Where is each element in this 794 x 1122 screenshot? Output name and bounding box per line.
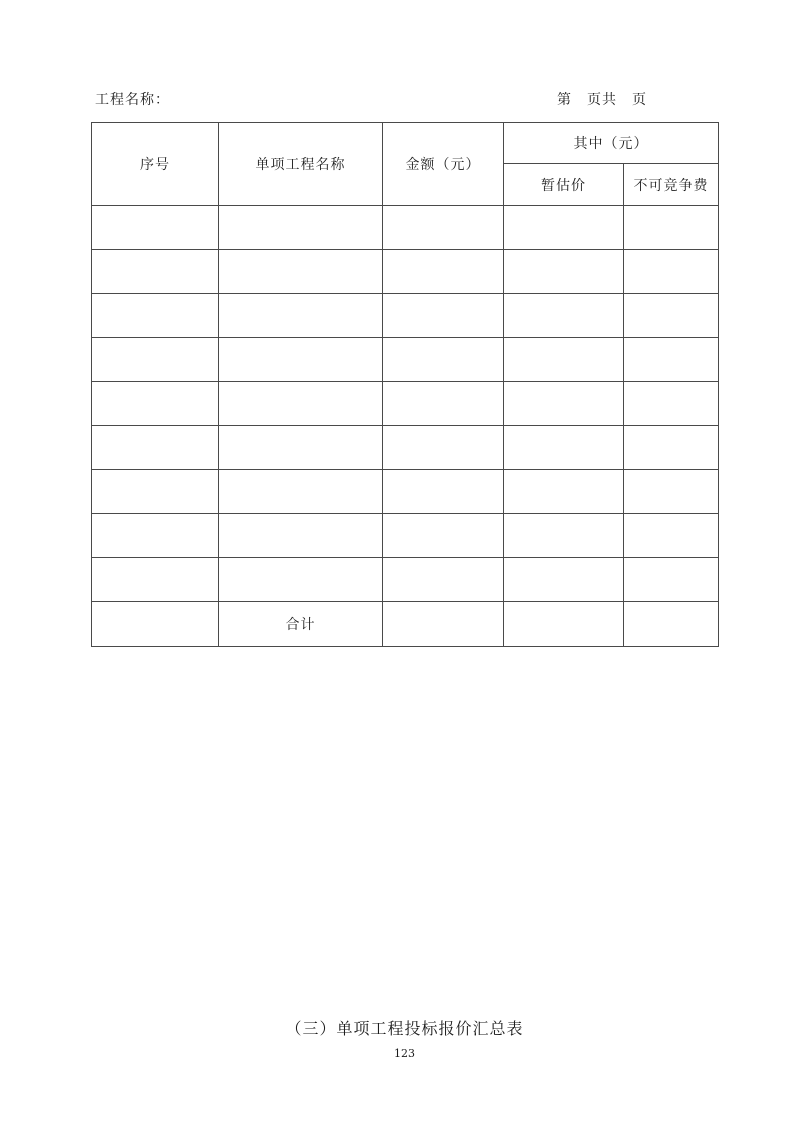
cell-provisional [504, 558, 624, 602]
cell-project-name [219, 294, 383, 338]
header-amount: 金额（元） [383, 123, 504, 206]
cell-amount [383, 514, 504, 558]
cell-serial [92, 250, 219, 294]
total-label-cell: 合计 [219, 602, 383, 647]
table-row [92, 558, 719, 602]
header-of-which: 其中（元） [504, 123, 719, 164]
cell-serial [92, 206, 219, 250]
cell-amount [383, 382, 504, 426]
cell-project-name [219, 470, 383, 514]
table-row [92, 426, 719, 470]
cell-serial [92, 294, 219, 338]
cell-project-name [219, 338, 383, 382]
table-row [92, 294, 719, 338]
cell-serial [92, 514, 219, 558]
table-row [92, 470, 719, 514]
cell-amount [383, 470, 504, 514]
cell-serial [92, 602, 219, 647]
cell-provisional [504, 250, 624, 294]
cell-serial [92, 426, 219, 470]
cell-amount [383, 250, 504, 294]
cell-amount [383, 426, 504, 470]
cell-serial [92, 338, 219, 382]
table-row [92, 206, 719, 250]
cell-non-competitive [624, 338, 719, 382]
cell-provisional [504, 602, 624, 647]
cell-non-competitive [624, 382, 719, 426]
cell-amount [383, 602, 504, 647]
cell-non-competitive [624, 294, 719, 338]
header-row-1 [92, 123, 719, 164]
table-row [92, 250, 719, 294]
cell-amount [383, 338, 504, 382]
header-serial: 序号 [92, 123, 219, 206]
cell-project-name [219, 250, 383, 294]
header-provisional: 暂估价 [504, 164, 624, 206]
cell-provisional [504, 294, 624, 338]
header-non-competitive: 不可竞争费 [624, 164, 719, 206]
cell-serial [92, 470, 219, 514]
table-row [92, 382, 719, 426]
summary-table [91, 122, 719, 647]
cell-provisional [504, 338, 624, 382]
cell-provisional [504, 382, 624, 426]
cell-non-competitive [624, 470, 719, 514]
cell-serial [92, 382, 219, 426]
cell-project-name [219, 426, 383, 470]
section-title: （三）单项工程投标报价汇总表 [285, 1019, 524, 1038]
total-row [92, 602, 719, 647]
cell-non-competitive [624, 206, 719, 250]
cell-amount [383, 558, 504, 602]
cell-non-competitive [624, 602, 719, 647]
page-indicator: 第 页共 页 [557, 92, 647, 108]
cell-provisional [504, 426, 624, 470]
cell-provisional [504, 470, 624, 514]
cell-provisional [504, 514, 624, 558]
table-row [92, 338, 719, 382]
cell-project-name [219, 558, 383, 602]
cell-non-competitive [624, 558, 719, 602]
cell-non-competitive [624, 514, 719, 558]
page-number: 123 [394, 1047, 415, 1060]
cell-project-name [219, 382, 383, 426]
project-name-label: 工程名称： [95, 92, 170, 108]
cell-non-competitive [624, 250, 719, 294]
cell-provisional [504, 206, 624, 250]
header-project-name: 单项工程名称 [219, 123, 383, 206]
cell-non-competitive [624, 426, 719, 470]
table-row [92, 514, 719, 558]
cell-amount [383, 206, 504, 250]
cell-project-name [219, 206, 383, 250]
cell-amount [383, 294, 504, 338]
cell-project-name [219, 514, 383, 558]
cell-serial [92, 558, 219, 602]
